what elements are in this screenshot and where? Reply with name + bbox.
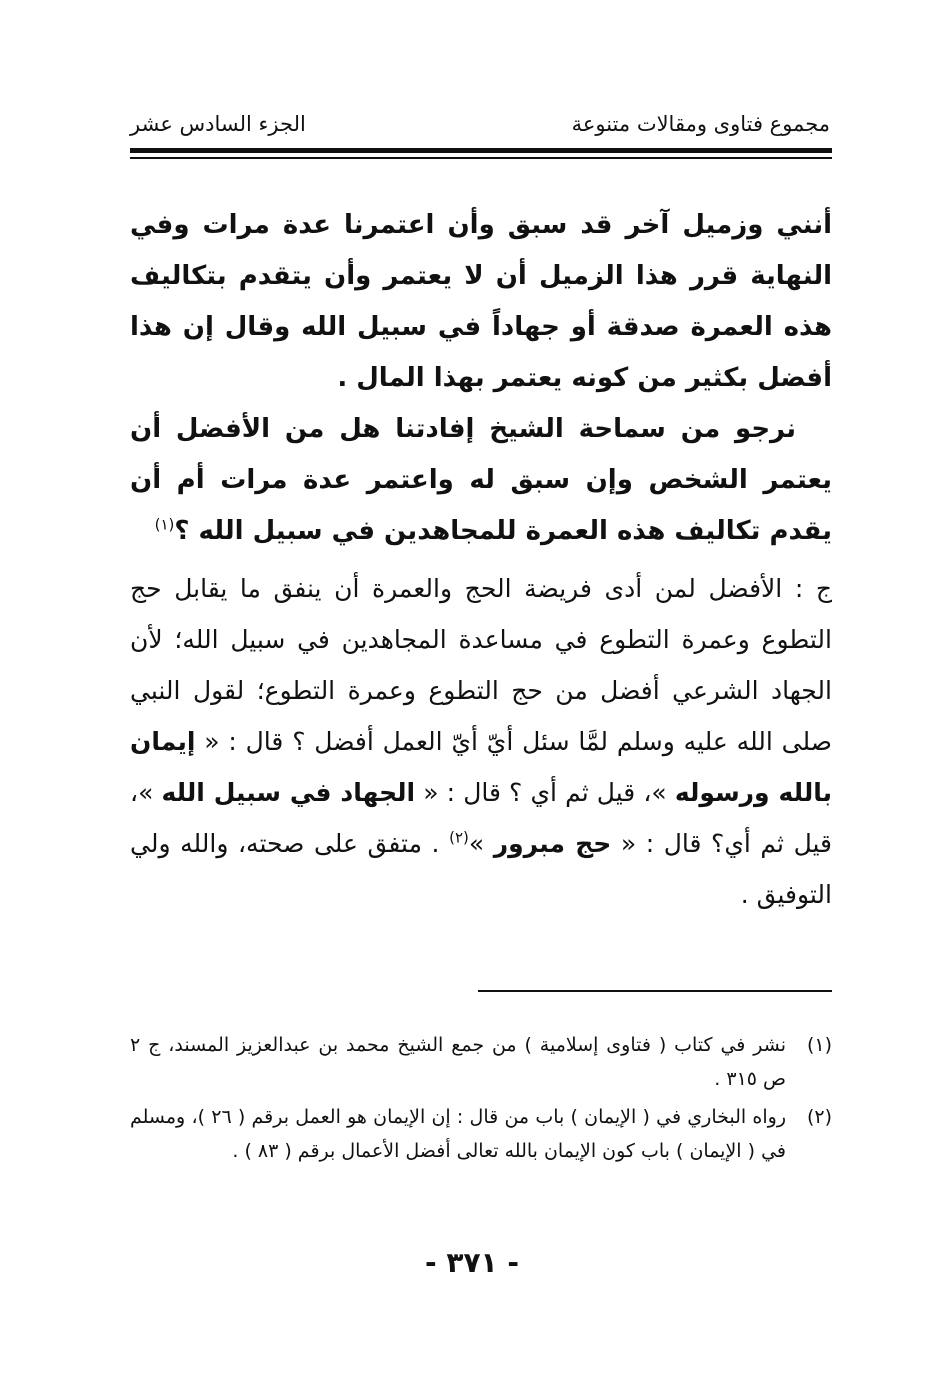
footnote-number: (٢): [806, 1106, 832, 1128]
running-header: [130, 112, 830, 144]
question-text-2: نرجو من سماحة الشيخ إفادتنا هل من الأفضل أن يعتمر الشخص وإن سبق له واعتمر عدة مرات أم أن يقدم تكاليف هذه العمرة للمجاهدين في سبيل الله ؟: [130, 414, 832, 546]
footnote-1: [130, 1028, 832, 1096]
answer-text-3: »، قيل ثم أي؟ قال : «: [130, 778, 833, 858]
question-paragraph-2: [130, 404, 832, 557]
footnote-number: (١): [806, 1034, 832, 1056]
main-text: [130, 200, 832, 920]
header-rule-thin: [130, 157, 832, 159]
hadith-quote-2: الجهاد في سبيل الله: [161, 778, 416, 807]
question-text-1: أنني وزميل آخر قد سبق وأن اعتمرنا عدة مرات وفي النهاية قرر هذا الزميل أن لا يعتمر وأن يتقدم بتكاليف هذه العمرة صدقة أو جهاداً في سبيل الله وقال إن هذا أفضل بكثير من كونه يعتمر بهذا المال .: [130, 210, 832, 393]
footnote-text: رواه البخاري في ( الإيمان ) باب من قال : إن الإيمان هو العمل برقم ( ٢٦ )، ومسلم في ( الإيمان ) باب كون الإيمان بالله تعالى أفضل الأعمال برقم ( ٨٣ ) .: [130, 1106, 786, 1162]
footnote-text: نشر في كتاب ( فتاوى إسلامية ) من جمع الشيخ محمد بن عبدالعزيز المسند، ج ٢ ص ٣١٥ .: [130, 1034, 786, 1090]
header-rule-thick: [130, 148, 832, 153]
answer-paragraph: [130, 563, 832, 920]
footnotes: [130, 1028, 832, 1172]
answer-text-1: ج : الأفضل لمن أدى فريضة الحج والعمرة أن ينفق ما يقابل حج التطوع وعمرة التطوع في مساعدة المجاهدين في سبيل الله؛ لأن الجهاد الشرعي أفضل من حج التطوع وعمرة التطوع؛ لقول النبي صلى الله عليه وسلم لمَّا سئل أيّ أيّ العمل أفضل ؟ قال : «: [130, 574, 832, 756]
answer-text-4: »: [468, 829, 485, 858]
book-title: مجموع فتاوى ومقالات متنوعة: [571, 112, 830, 136]
footnote-ref-1: (١): [154, 515, 175, 534]
volume-title: الجزء السادس عشر: [130, 112, 306, 136]
hadith-quote-1: إيمان بالله ورسوله: [130, 727, 832, 807]
answer-text-5: . متفق على صحته، والله ولي التوفيق .: [130, 829, 832, 909]
footnote-2: [130, 1100, 832, 1168]
footnote-ref-2: (٢): [449, 828, 469, 847]
answer-text-2: »، قيل ثم أي ؟ قال : «: [423, 778, 667, 807]
footnote-separator: [478, 990, 832, 992]
page-number: - ٣٧١ -: [424, 1246, 520, 1279]
question-paragraph-1: [130, 200, 832, 404]
hadith-quote-3: حج مبرور: [493, 829, 612, 858]
